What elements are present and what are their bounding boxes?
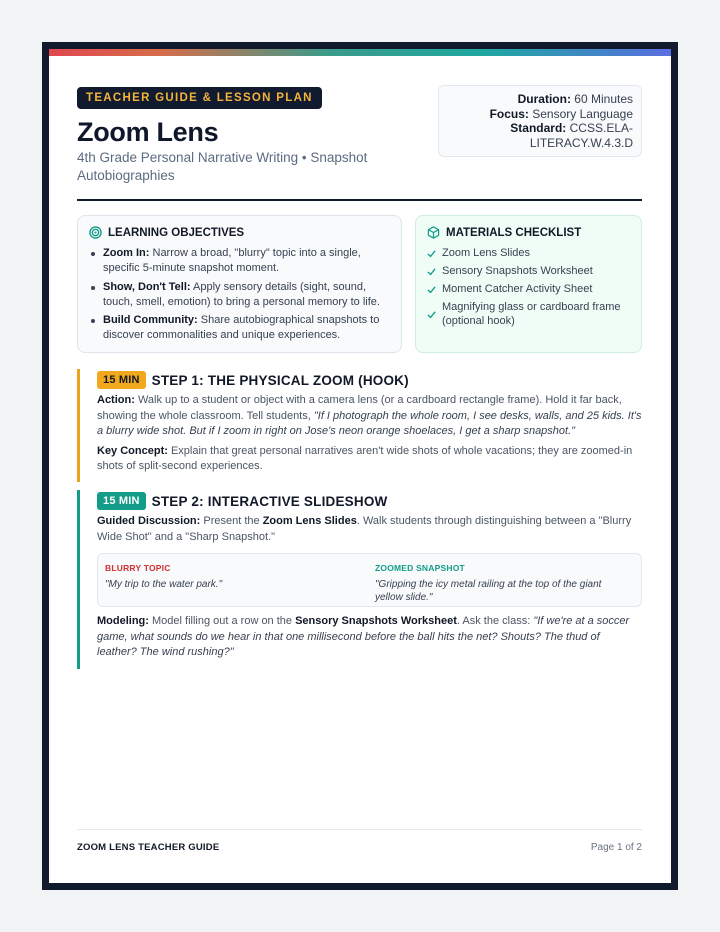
materials-list	[427, 246, 632, 332]
check-icon	[427, 285, 436, 294]
list-item: Zoom In: Narrow a broad, "blurry" topic into a single, specific 5-minute snapshot moment.	[90, 246, 390, 276]
step-1-section	[77, 369, 642, 482]
key-concept-paragraph: Key Concept: Explain that great personal narratives aren't wide shots of whole vacations; they are zoomed-in shots of split-second experiences.	[97, 444, 633, 472]
page-number: Page 1 of 2	[590, 842, 642, 853]
page-subtitle: 4th Grade Personal Narrative Writing • Snapshot Autobiographies	[77, 150, 368, 183]
learning-objectives-card	[77, 215, 402, 353]
page-frame	[42, 42, 678, 890]
materials-checklist-card	[415, 215, 642, 353]
step-title: STEP 2: INTERACTIVE SLIDESHOW	[151, 493, 388, 509]
box-icon	[427, 226, 440, 239]
duration-row: Duration: 60 Minutes	[517, 92, 633, 106]
lesson-meta-box	[438, 85, 642, 157]
check-icon	[427, 310, 436, 319]
list-item: Magnifying glass or cardboard frame (optional hook)	[427, 300, 632, 328]
check-icon	[427, 249, 436, 258]
zoomed-snapshot-column	[375, 562, 630, 605]
action-paragraph: Action: Walk up to a student or object with a camera lens (or a cardboard rectangle frame). Hold it far back, showing the whole classroom. Tell students, "If I photograph the whole room, I see desks, walls, and 25 kids. It's a blurry wide shot. But if I zoom in right on Jose's neon orange shoelaces, I get a sharp snapshot."	[97, 394, 642, 437]
header-divider	[77, 199, 642, 201]
guide-badge: TEACHER GUIDE & LESSON PLAN	[77, 87, 322, 109]
list-item: Sensory Snapshots Worksheet	[427, 264, 632, 278]
list-item: Zoom Lens Slides	[427, 246, 632, 260]
step-1-header	[97, 371, 642, 389]
focus-row: Focus: Sensory Language	[489, 106, 633, 121]
list-item: Show, Don't Tell: Apply sensory details (sight, sound, touch, smell, emotion) to bring a personal memory to life.	[90, 280, 390, 310]
list-item: Build Community: Share autobiographical snapshots to discover commonalities and unique experiences.	[90, 313, 390, 343]
comparison-box	[97, 553, 642, 607]
blurry-topic-column	[105, 562, 355, 591]
page-title: Zoom Lens	[77, 117, 219, 147]
target-icon	[89, 226, 102, 239]
time-badge: 15 MIN	[97, 492, 146, 510]
zoomed-snapshot-label: ZOOMED SNAPSHOT	[375, 563, 465, 573]
objectives-heading: LEARNING OBJECTIVES	[89, 226, 244, 239]
time-badge: 15 MIN	[97, 371, 146, 389]
document-page	[49, 49, 671, 883]
footer-title: ZOOM LENS TEACHER GUIDE	[77, 842, 220, 853]
modeling-paragraph: Modeling: Model filling out a row on the Sensory Snapshots Worksheet. Ask the class: "If we're at a soccer game, what sounds do we hear in that one millisecond before the ball hits the net? Shouts? The thud of leather? The wind rushing?"	[97, 615, 630, 658]
objectives-list	[90, 246, 390, 347]
guided-discussion-paragraph: Guided Discussion: Present the Zoom Lens Slides. Walk students through distinguishing between a "Blurry Wide Shot" and a "Sharp Snapshot."	[97, 515, 632, 543]
step-2-header	[97, 492, 642, 510]
footer-divider	[77, 829, 642, 830]
blurry-topic-text: "My trip to the water park."	[105, 578, 223, 590]
materials-heading: MATERIALS CHECKLIST	[427, 226, 581, 239]
step-title: STEP 1: THE PHYSICAL ZOOM (HOOK)	[151, 372, 409, 388]
zoomed-snapshot-text: "Gripping the icy metal railing at the top of the giant yellow slide."	[375, 578, 602, 603]
check-icon	[427, 267, 436, 276]
gradient-top-bar	[49, 49, 671, 56]
list-item: Moment Catcher Activity Sheet	[427, 282, 632, 296]
step-2-section	[77, 490, 642, 669]
standard-row: Standard: CCSS.ELA-LITERACY.W.4.3.D	[510, 121, 633, 150]
blurry-topic-label: BLURRY TOPIC	[105, 563, 171, 573]
